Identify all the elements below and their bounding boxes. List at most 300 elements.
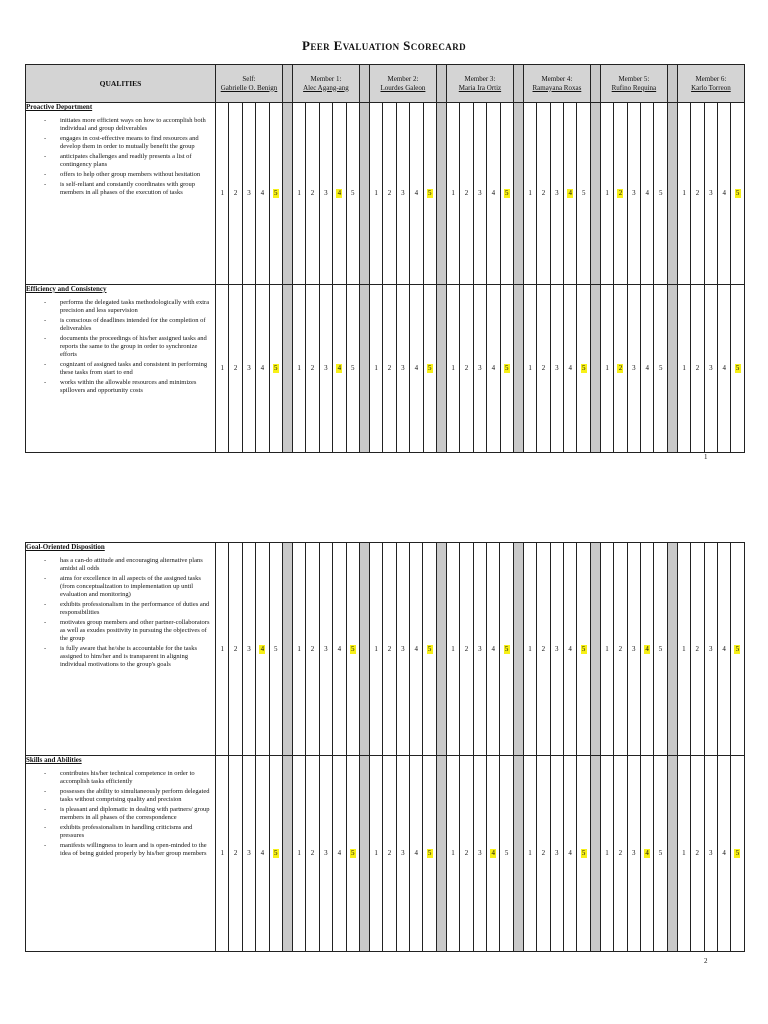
score-option[interactable] <box>563 543 576 756</box>
score-option[interactable] <box>523 756 536 952</box>
score-value: 3 <box>401 189 405 197</box>
member-label: Member 6: <box>695 74 727 83</box>
score-value: 2 <box>310 364 315 372</box>
criterion-bullets <box>26 557 215 669</box>
score-value: 1 <box>297 644 301 653</box>
score-value: 3 <box>247 364 251 372</box>
score-option[interactable] <box>346 285 359 453</box>
score-option[interactable] <box>292 285 305 453</box>
score-option[interactable] <box>487 285 500 453</box>
score-value: 1 <box>528 364 532 372</box>
score-option-selected[interactable] <box>256 543 269 756</box>
score-value: 1 <box>605 364 609 372</box>
score-option[interactable] <box>383 756 396 952</box>
member-name: Alec Agang-ang <box>303 83 349 92</box>
score-option[interactable] <box>446 103 459 285</box>
score-option[interactable] <box>396 756 409 952</box>
score-option[interactable] <box>216 756 229 952</box>
criterion-title: Skills and Abilities <box>26 756 82 764</box>
score-option[interactable] <box>229 756 242 952</box>
table-header-row <box>26 65 745 103</box>
score-value: 5 <box>350 364 355 372</box>
page-number: 1 <box>704 453 708 461</box>
score-value: 1 <box>297 849 301 857</box>
member-label: Member 2: <box>387 74 419 83</box>
member-header <box>677 65 744 103</box>
score-value: 5 <box>504 644 509 653</box>
criterion-bullet: - contributes his/her technical competence in order to accomplish tasks efficiently <box>44 770 215 786</box>
score-option[interactable] <box>242 285 255 453</box>
score-option[interactable] <box>550 103 563 285</box>
criterion-bullet: - cognizant of assigned tasks and consistent in performing these tasks from start to end <box>44 361 215 377</box>
score-option[interactable] <box>677 756 690 952</box>
score-option[interactable] <box>446 543 459 756</box>
score-option[interactable] <box>523 103 536 285</box>
score-option[interactable] <box>537 543 550 756</box>
score-value: 5 <box>427 189 432 197</box>
score-option[interactable] <box>654 285 667 453</box>
score-option[interactable] <box>677 285 690 453</box>
member-label: Member 4: <box>541 74 573 83</box>
score-option[interactable] <box>473 543 486 756</box>
score-value: 5 <box>427 644 432 653</box>
criterion-bullet: - is self-reliant and constantly coordinates with group members in all phases of the execution of tasks <box>44 181 215 197</box>
score-option[interactable] <box>242 103 255 285</box>
score-option[interactable] <box>704 756 717 952</box>
score-value: 3 <box>708 849 713 857</box>
score-value: 1 <box>451 644 455 653</box>
score-value: 3 <box>324 644 328 653</box>
score-option[interactable] <box>292 103 305 285</box>
member-header <box>600 65 667 103</box>
criterion-bullets <box>26 117 215 197</box>
score-value: 3 <box>324 849 328 857</box>
criterion-title: Efficiency and Consistency <box>26 285 107 293</box>
score-value: 5 <box>581 364 586 372</box>
score-value: 2 <box>695 644 700 653</box>
score-value: 2 <box>464 189 469 197</box>
page-number: 2 <box>704 957 708 965</box>
score-value: 1 <box>451 364 455 372</box>
score-option-selected[interactable] <box>269 756 282 952</box>
column-gap <box>513 543 523 756</box>
score-option-selected[interactable] <box>500 543 513 756</box>
score-option-selected[interactable] <box>423 285 436 453</box>
score-option-selected[interactable] <box>423 103 436 285</box>
score-option[interactable] <box>550 543 563 756</box>
score-value: 4 <box>337 189 342 197</box>
score-option[interactable] <box>600 543 613 756</box>
score-value: 3 <box>478 644 482 653</box>
score-option[interactable] <box>383 285 396 453</box>
score-value: 4 <box>568 364 573 372</box>
score-value: 2 <box>387 189 392 197</box>
score-option[interactable] <box>396 543 409 756</box>
criterion-bullet: - possesses the ability to simultaneously perform delegated tasks without comprising quality and precision <box>44 788 215 804</box>
score-option[interactable] <box>704 103 717 285</box>
score-option[interactable] <box>306 103 319 285</box>
score-value: 3 <box>247 644 251 653</box>
score-option[interactable] <box>346 103 359 285</box>
score-option[interactable] <box>396 103 409 285</box>
score-option[interactable] <box>600 756 613 952</box>
column-gap <box>436 103 446 285</box>
score-option[interactable] <box>333 543 346 756</box>
score-option[interactable] <box>306 756 319 952</box>
score-option[interactable] <box>460 285 473 453</box>
column-gap <box>282 65 292 103</box>
score-value: 2 <box>387 364 392 372</box>
score-option[interactable] <box>563 756 576 952</box>
score-option-selected[interactable] <box>423 756 436 952</box>
score-option[interactable] <box>319 543 332 756</box>
score-value: 5 <box>581 849 586 857</box>
column-gap <box>359 285 369 453</box>
column-gap <box>436 65 446 103</box>
score-value: 4 <box>414 849 419 857</box>
score-option[interactable] <box>691 543 704 756</box>
score-value: 2 <box>233 644 238 653</box>
column-gap <box>359 543 369 756</box>
score-option[interactable] <box>550 285 563 453</box>
score-option-selected[interactable] <box>577 543 590 756</box>
score-value: 3 <box>632 189 636 197</box>
score-option[interactable] <box>614 756 627 952</box>
score-option-selected[interactable] <box>577 756 590 952</box>
score-value: 5 <box>658 189 663 197</box>
score-option-selected[interactable] <box>333 103 346 285</box>
score-value: 2 <box>387 644 392 653</box>
score-option[interactable] <box>691 285 704 453</box>
column-gap <box>667 543 677 756</box>
score-option[interactable] <box>627 103 640 285</box>
score-value: 2 <box>464 849 469 857</box>
criterion-bullet: - exhibits professionalism in handling criticisms and pressures <box>44 824 215 840</box>
score-value: 4 <box>414 644 419 653</box>
score-option[interactable] <box>537 756 550 952</box>
member-header <box>446 65 513 103</box>
score-value: 1 <box>682 849 686 857</box>
score-option[interactable] <box>691 103 704 285</box>
score-option[interactable] <box>627 285 640 453</box>
score-option[interactable] <box>718 103 731 285</box>
member-name: Lourdes Galeon <box>380 83 426 92</box>
column-gap <box>513 756 523 952</box>
score-option[interactable] <box>446 285 459 453</box>
score-option-selected[interactable] <box>564 103 577 285</box>
score-value: 3 <box>401 364 405 372</box>
score-option[interactable] <box>216 103 229 285</box>
criterion-title: Proactive Deportment <box>26 103 93 111</box>
score-value: 2 <box>233 364 238 372</box>
qualities-header: QUALITIES <box>26 65 216 103</box>
score-option[interactable] <box>242 543 255 756</box>
score-value: 5 <box>658 364 663 372</box>
score-value: 4 <box>722 364 727 372</box>
score-value: 1 <box>220 644 224 653</box>
score-value: 3 <box>708 644 713 653</box>
score-option[interactable] <box>460 103 473 285</box>
score-option[interactable] <box>292 756 305 952</box>
score-option[interactable] <box>319 103 332 285</box>
score-option[interactable] <box>627 543 640 756</box>
score-value: 2 <box>541 849 546 857</box>
score-value: 5 <box>504 189 509 197</box>
score-option[interactable] <box>600 285 613 453</box>
column-gap <box>590 103 600 285</box>
score-value: 4 <box>414 364 419 372</box>
score-option[interactable] <box>229 103 242 285</box>
score-value: 3 <box>247 849 251 857</box>
column-gap <box>667 65 677 103</box>
score-option-selected[interactable] <box>346 756 359 952</box>
member-header <box>369 65 436 103</box>
score-option[interactable] <box>473 103 486 285</box>
score-value: 5 <box>735 364 740 372</box>
criterion-bullets <box>26 770 215 858</box>
score-value: 5 <box>504 849 509 857</box>
score-value: 3 <box>555 644 559 653</box>
score-option-selected[interactable] <box>614 285 627 453</box>
score-option[interactable] <box>396 285 409 453</box>
score-value: 2 <box>310 189 315 197</box>
score-value: 1 <box>528 644 532 653</box>
score-option[interactable] <box>242 756 255 952</box>
column-gap <box>282 756 292 952</box>
score-option[interactable] <box>229 285 242 453</box>
criterion-bullet: - motivates group members and other partner-collaborators as well as exudes positivity in pursuing the objectives of the group <box>44 619 215 643</box>
score-value: 3 <box>632 364 636 372</box>
score-value: 4 <box>722 189 727 197</box>
criterion-bullet: - has a can-do attitude and encouraging alternative plans amidst all odds <box>44 557 215 573</box>
score-option[interactable] <box>256 103 269 285</box>
criterion-cell <box>26 103 216 285</box>
score-option[interactable] <box>487 543 500 756</box>
score-value: 2 <box>618 189 623 197</box>
score-value: 3 <box>555 364 559 372</box>
score-option-selected[interactable] <box>269 285 282 453</box>
score-value: 4 <box>260 849 265 857</box>
score-option[interactable] <box>319 285 332 453</box>
score-option[interactable] <box>369 285 382 453</box>
score-value: 2 <box>618 364 623 372</box>
score-value: 5 <box>735 644 740 653</box>
score-option[interactable] <box>460 756 473 952</box>
member-name: Gabrielle O. Benign <box>220 83 278 92</box>
score-option-selected[interactable] <box>500 285 513 453</box>
score-option[interactable] <box>537 285 550 453</box>
score-value: 4 <box>722 644 726 653</box>
score-option[interactable] <box>654 756 667 952</box>
score-option[interactable] <box>410 103 423 285</box>
column-gap <box>359 103 369 285</box>
score-option[interactable] <box>292 543 305 756</box>
score-option[interactable] <box>460 543 473 756</box>
score-value: 5 <box>581 189 586 197</box>
score-value: 2 <box>695 189 700 197</box>
score-value: 1 <box>374 849 378 857</box>
score-option-selected[interactable] <box>731 543 744 756</box>
score-option[interactable] <box>229 543 242 756</box>
score-value: 5 <box>274 364 278 372</box>
score-value: 1 <box>682 189 686 197</box>
scorecard-table-page-1 <box>25 64 745 453</box>
score-value: 2 <box>541 364 546 372</box>
page-title: Peer Evaluation Scorecard <box>301 38 467 53</box>
score-option[interactable] <box>577 103 590 285</box>
column-gap <box>667 756 677 952</box>
score-option[interactable] <box>369 756 382 952</box>
score-option[interactable] <box>369 103 382 285</box>
column-gap <box>359 65 369 103</box>
score-option[interactable] <box>564 285 577 453</box>
score-value: 5 <box>350 189 355 197</box>
score-option-selected[interactable] <box>500 103 513 285</box>
score-option[interactable] <box>600 103 613 285</box>
score-value: 2 <box>464 644 469 653</box>
score-option[interactable] <box>410 756 423 952</box>
score-value: 5 <box>427 849 432 857</box>
score-value: 1 <box>220 364 224 372</box>
score-option[interactable] <box>717 756 730 952</box>
score-option[interactable] <box>410 285 423 453</box>
score-option[interactable] <box>269 543 282 756</box>
score-value: 2 <box>233 849 238 857</box>
score-value: 5 <box>274 644 278 653</box>
score-option[interactable] <box>383 103 396 285</box>
score-option-selected[interactable] <box>269 103 282 285</box>
score-option[interactable] <box>627 756 640 952</box>
score-value: 4 <box>645 364 650 372</box>
score-option[interactable] <box>333 756 346 952</box>
criterion-row <box>26 756 745 952</box>
score-option[interactable] <box>216 285 229 453</box>
criterion-cell <box>26 543 216 756</box>
score-option[interactable] <box>383 543 396 756</box>
score-option[interactable] <box>704 543 717 756</box>
score-option[interactable] <box>319 756 332 952</box>
score-option-selected[interactable] <box>731 285 744 453</box>
score-value: 3 <box>709 364 713 372</box>
column-gap <box>513 285 523 453</box>
score-option[interactable] <box>216 543 229 756</box>
score-option[interactable] <box>654 103 667 285</box>
score-option-selected[interactable] <box>423 543 436 756</box>
score-value: 2 <box>233 189 238 197</box>
column-gap <box>590 543 600 756</box>
criterion-bullet: - anticipates challenges and readily presents a list of contingency plans <box>44 153 215 169</box>
score-value: 5 <box>274 849 278 857</box>
score-option[interactable] <box>677 543 690 756</box>
score-value: 3 <box>401 849 405 857</box>
column-gap <box>513 103 523 285</box>
score-option[interactable] <box>523 285 536 453</box>
criterion-bullet: - is pleasant and diplomatic in dealing with partners/ group members in all phases of the correspondence <box>44 806 215 822</box>
score-option-selected[interactable] <box>346 543 359 756</box>
score-value: 2 <box>695 849 700 857</box>
score-option[interactable] <box>473 756 486 952</box>
member-header <box>523 65 590 103</box>
score-option-selected[interactable] <box>487 756 500 952</box>
score-value: 5 <box>274 189 278 197</box>
score-option[interactable] <box>641 103 654 285</box>
score-option[interactable] <box>717 543 730 756</box>
score-value: 5 <box>350 849 355 857</box>
score-option[interactable] <box>677 103 690 285</box>
score-value: 1 <box>605 189 609 197</box>
score-option[interactable] <box>654 543 667 756</box>
score-value: 1 <box>451 849 455 857</box>
score-value: 5 <box>735 189 740 197</box>
score-value: 2 <box>541 644 546 653</box>
score-value: 1 <box>220 189 224 197</box>
criterion-bullet: - offers to help other group members without hesitation <box>44 171 215 179</box>
score-value: 1 <box>297 364 301 372</box>
score-option-selected[interactable] <box>731 103 744 285</box>
score-option[interactable] <box>446 756 459 952</box>
score-option[interactable] <box>410 543 423 756</box>
score-option[interactable] <box>523 543 536 756</box>
score-value: 1 <box>528 849 532 857</box>
score-value: 4 <box>722 849 726 857</box>
score-option[interactable] <box>537 103 550 285</box>
score-value: 3 <box>478 849 482 857</box>
score-value: 4 <box>491 644 495 653</box>
score-value: 1 <box>220 849 224 857</box>
score-option[interactable] <box>550 756 563 952</box>
criterion-row <box>26 103 745 285</box>
column-gap <box>282 285 292 453</box>
score-option[interactable] <box>487 103 500 285</box>
score-value: 4 <box>645 644 649 653</box>
score-option-selected[interactable] <box>577 285 590 453</box>
score-option[interactable] <box>256 756 269 952</box>
score-value: 4 <box>260 364 265 372</box>
score-value: 1 <box>374 189 378 197</box>
score-value: 2 <box>695 364 700 372</box>
member-label: Member 3: <box>464 74 496 83</box>
member-label: Member 5: <box>618 74 650 83</box>
score-option[interactable] <box>306 285 319 453</box>
score-option-selected[interactable] <box>640 543 653 756</box>
score-option[interactable] <box>306 543 319 756</box>
criterion-cell <box>26 756 216 952</box>
member-label: Self: <box>242 74 256 83</box>
column-gap <box>436 285 446 453</box>
column-gap <box>667 285 677 453</box>
score-option[interactable] <box>691 756 704 952</box>
score-option[interactable] <box>704 285 717 453</box>
score-option[interactable] <box>614 543 627 756</box>
score-option[interactable] <box>369 543 382 756</box>
score-value: 4 <box>491 849 495 857</box>
score-option-selected[interactable] <box>614 103 627 285</box>
score-option[interactable] <box>500 756 513 952</box>
criterion-title: Goal-Oriented Disposition <box>26 543 105 551</box>
score-option-selected[interactable] <box>640 756 653 952</box>
score-option-selected[interactable] <box>333 285 346 453</box>
score-option-selected[interactable] <box>731 756 744 952</box>
score-option[interactable] <box>718 285 731 453</box>
score-value: 4 <box>337 849 342 857</box>
score-option[interactable] <box>641 285 654 453</box>
member-name: Ramayana Roxas <box>532 83 582 92</box>
score-value: 3 <box>324 364 328 372</box>
criterion-bullet: - aims for excellence in all aspects of the assigned tasks (from conceptualization to implementation up until evaluation and monitoring) <box>44 575 215 599</box>
score-option[interactable] <box>256 285 269 453</box>
score-option[interactable] <box>473 285 486 453</box>
score-value: 3 <box>401 644 405 653</box>
